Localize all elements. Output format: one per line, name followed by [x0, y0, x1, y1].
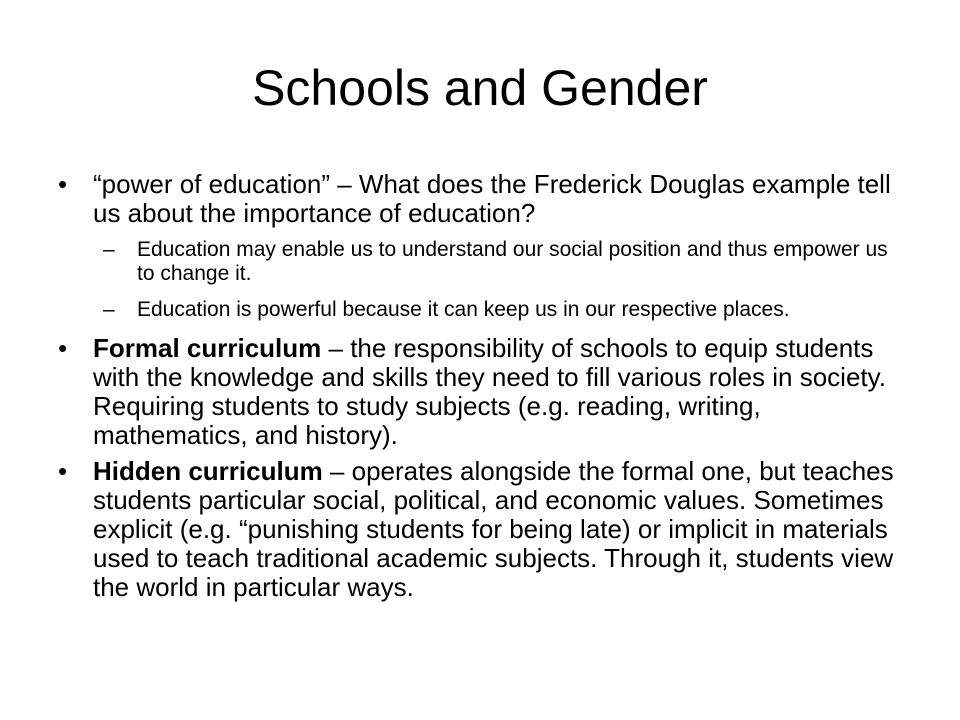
sub-bullet-text: Education is powerful because it can keep us in our respective places. — [137, 298, 790, 321]
sub-bullet-marker: – — [103, 298, 115, 321]
bullet-text: “power of education” – What does the Frederick Douglas example tell us about the importance of education? — [93, 169, 891, 228]
bullet-marker: • — [58, 333, 68, 363]
bullet-power-of-education — [58, 170, 910, 228]
bullet-marker: • — [58, 456, 68, 486]
sub-bullet-empower — [58, 238, 910, 286]
bullet-term: Hidden curriculum — [93, 456, 323, 486]
bullet-text: – the responsibility of schools to equip students with the knowledge and skills they need to fill various roles in society. Requiring students to study subjects (e.g. reading, writing, mathematics, and history). — [93, 333, 886, 450]
slide-title: Schools and Gender — [252, 60, 708, 116]
bullet-term: Formal curriculum — [93, 333, 322, 363]
sub-bullet-list — [58, 238, 910, 322]
bullet-hidden-curriculum — [58, 457, 910, 602]
bullet-marker: • — [58, 169, 68, 199]
bullet-text: – operates alongside the formal one, but teaches students particular social, political, and economic values. Sometimes explicit (e.g. “punishing students for being late) or implicit in materials used to teach traditional academic subjects. Through it, students view the world in particular ways. — [93, 456, 894, 602]
bullet-formal-curriculum — [58, 334, 910, 450]
sub-bullet-marker: – — [103, 238, 115, 261]
sub-bullet-places — [58, 298, 910, 322]
sub-bullet-text: Education may enable us to understand our social position and thus empower us to change it. — [137, 238, 888, 285]
slide-content — [58, 170, 910, 609]
